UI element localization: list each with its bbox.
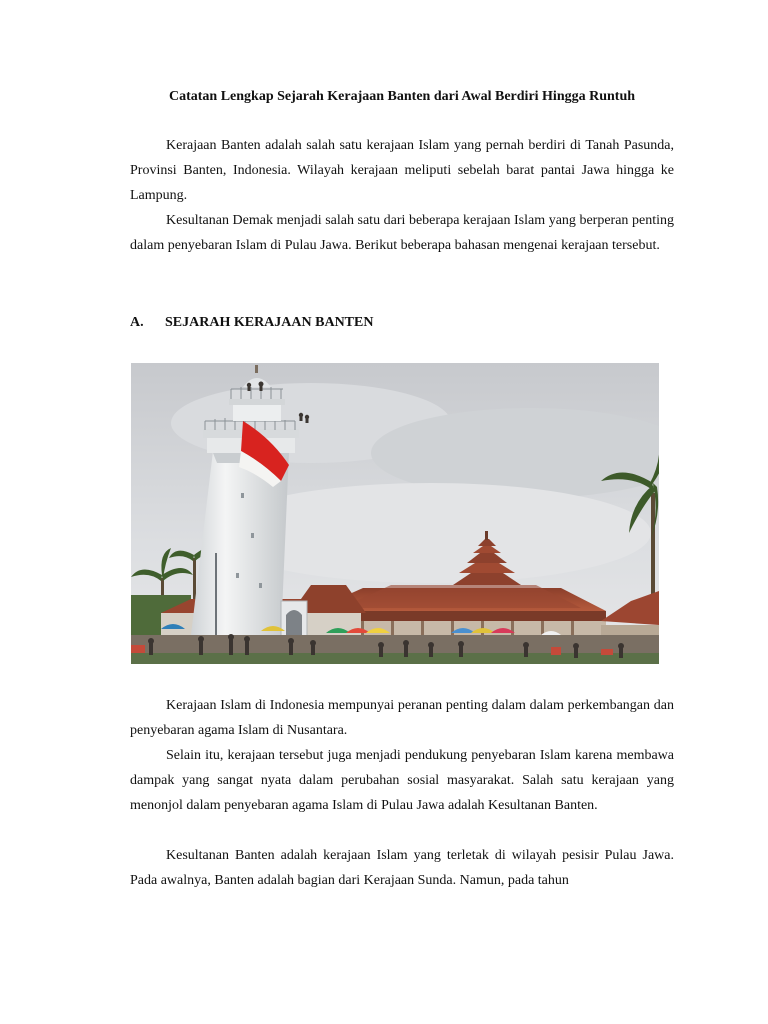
body-paragraph-2: Selain itu, kerajaan tersebut juga menjadi pendukung penyebaran Islam karena membawa dampak yang sangat nyata dalam perubahan sosial masyarakat. Salah satu kerajaan yang menonjol dalam penyebaran agama Islam di Pulau Jawa adalah Kesultanan Banten. xyxy=(130,748,674,813)
section-number: A. xyxy=(130,315,144,330)
section-heading xyxy=(130,313,373,333)
section-title: SEJARAH KERAJAAN BANTEN xyxy=(165,315,374,330)
body-paragraph-3: Kesultanan Banten adalah kerajaan Islam yang terletak di wilayah pesisir Pulau Jawa. Pada awalnya, Banten adalah bagian dari Kerajaan Sunda. Namun, pada tahun xyxy=(130,848,674,888)
intro-paragraph-1: Kerajaan Banten adalah salah satu kerajaan Islam yang pernah berdiri di Tanah Pasunda, Provinsi Banten, Indonesia. Wilayah kerajaan meliputi sebelah barat pantai Jawa hingga ke Lampung. xyxy=(130,138,674,203)
body-paragraph-1: Kerajaan Islam di Indonesia mempunyai peranan penting dalam dalam perkembangan dan penyebaran agama Islam di Nusantara. xyxy=(130,698,674,738)
intro-paragraph-2: Kesultanan Demak menjadi salah satu dari beberapa kerajaan Islam yang berperan penting dalam penyebaran Islam di Pulau Jawa. Berikut beberapa bahasan mengenai kerajaan tersebut. xyxy=(130,213,674,253)
document-title: Catatan Lengkap Sejarah Kerajaan Banten dari Awal Berdiri Hingga Runtuh xyxy=(168,89,636,104)
photo-masjid-agung-banten-minaret xyxy=(131,363,659,664)
